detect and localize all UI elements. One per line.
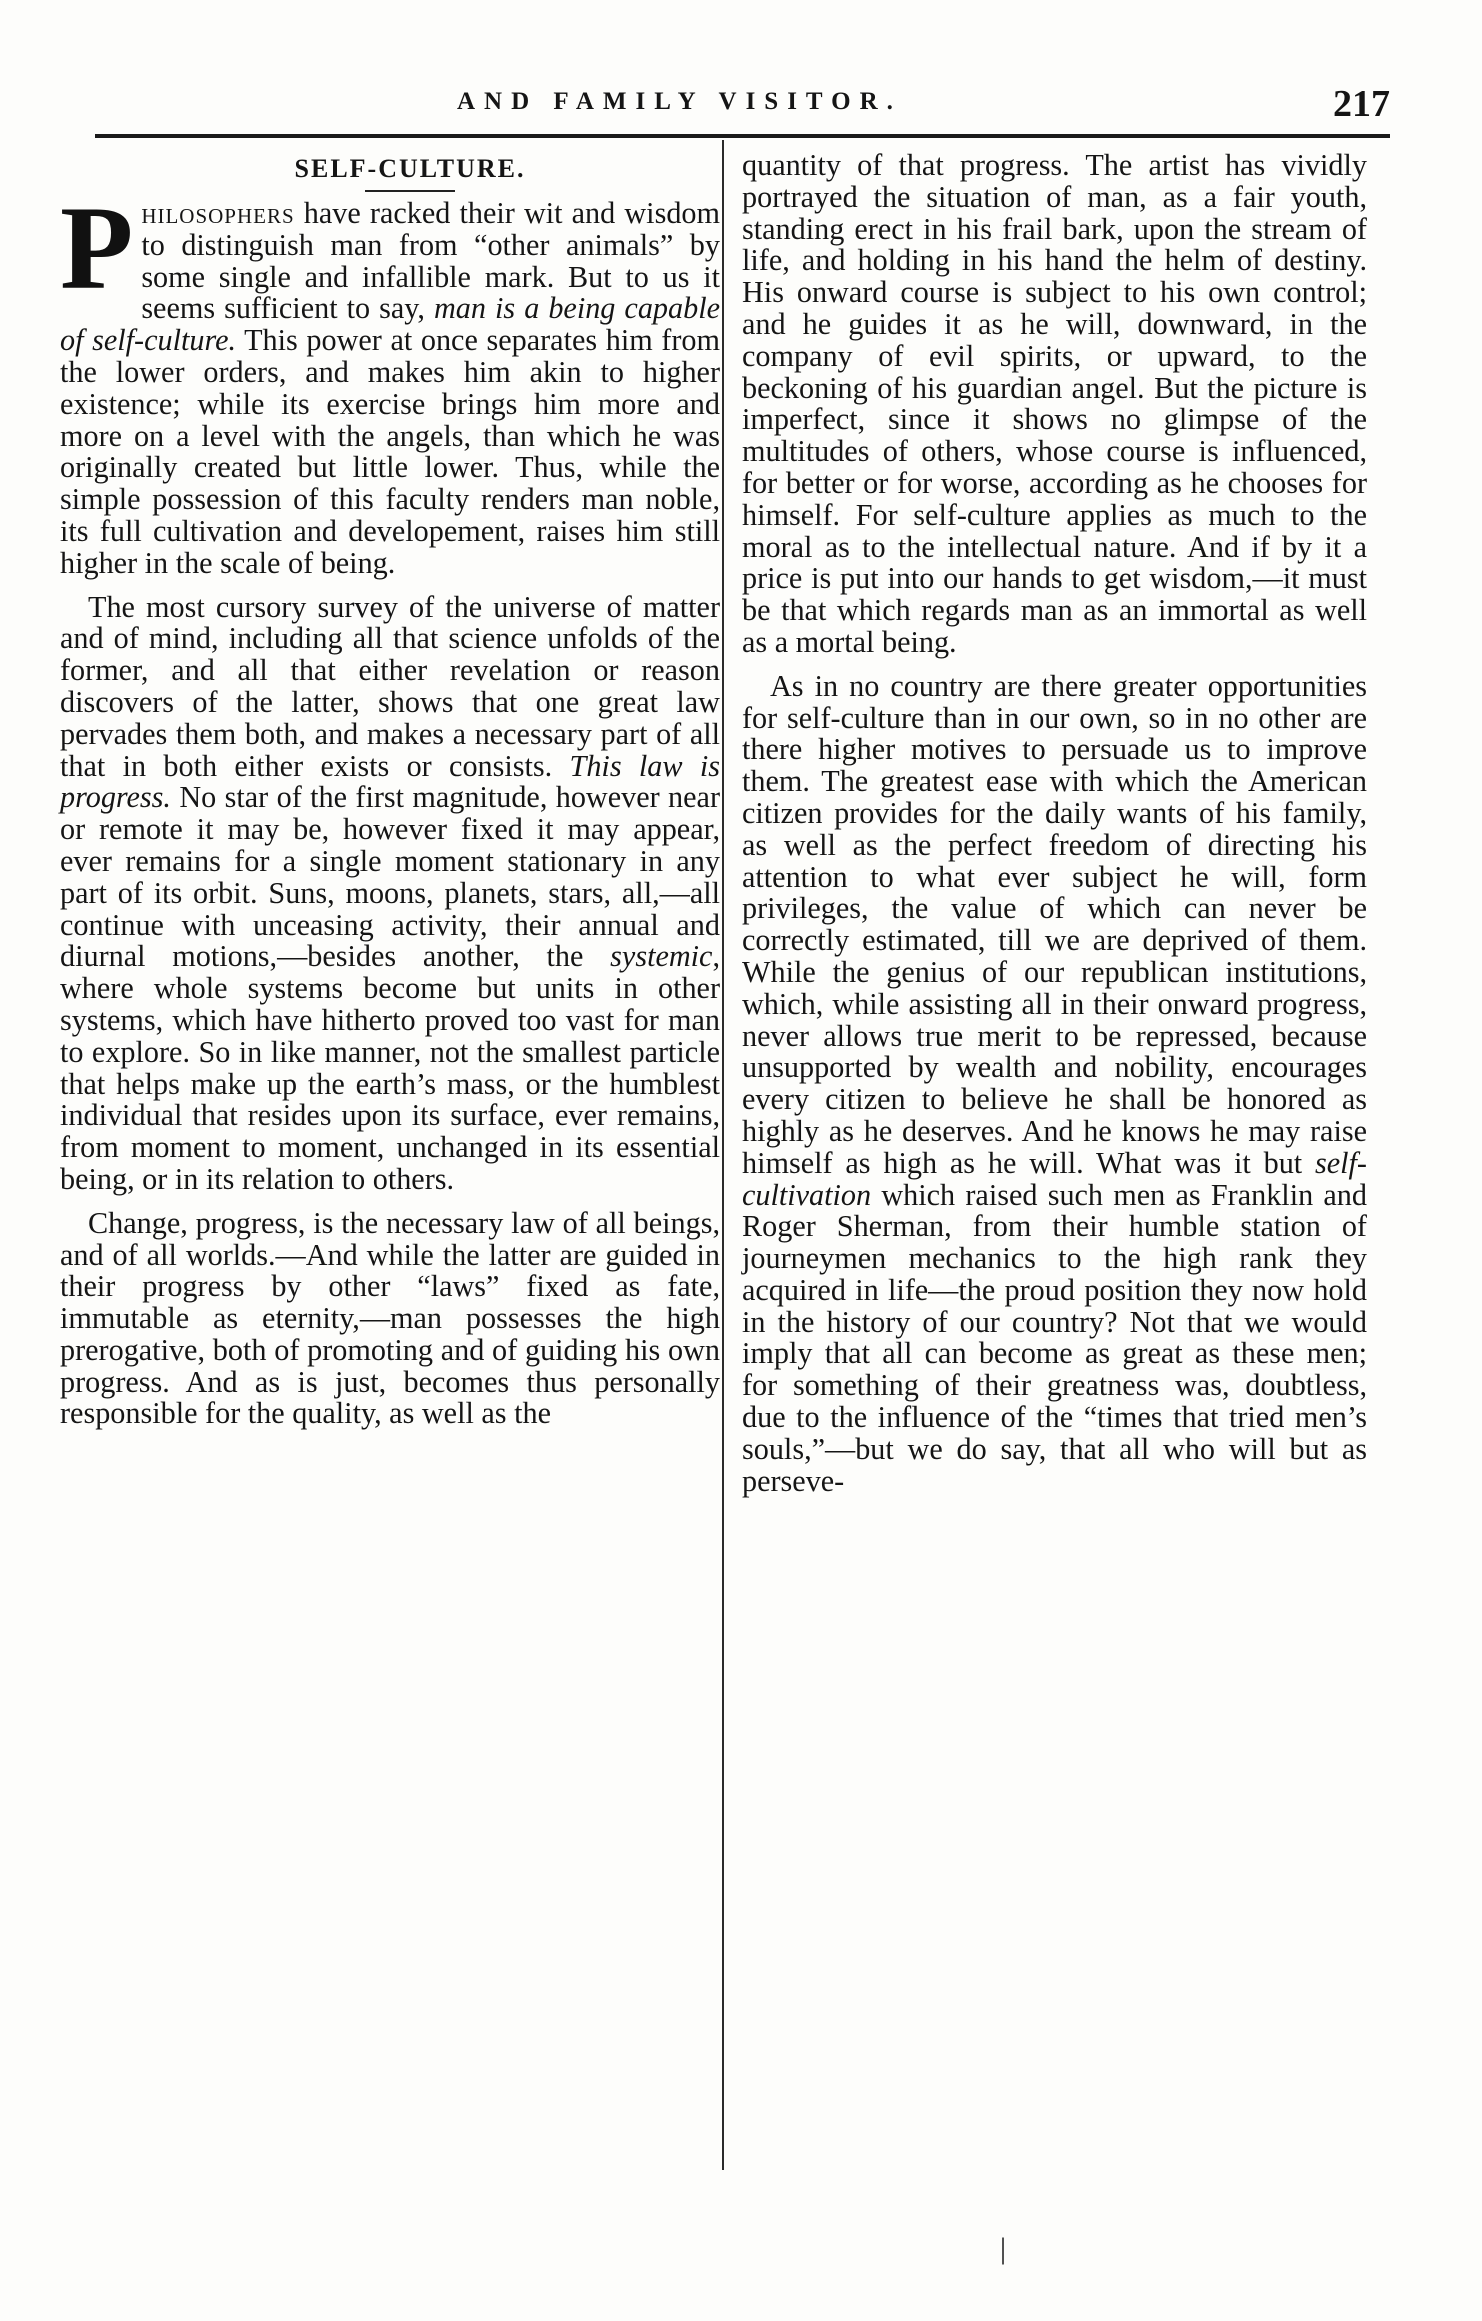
paragraph-2-text-b: No star of the first magnitude, however near or remote it may be, however fixed it may appear, ever remains for a single moment stationary in any part of its orbit. Suns, moons, planets, stars, all,—all continue with unceasing activity, their annual and diurnal motions,—besides another, the [60,780,720,974]
paragraph-2-text-a: The most cursory survey of the universe of matter and of mind, including all that science unfolds of the former, and all that either revelation or reason discovers of the latter, shows that one great law pervades them both, and makes a necessary part of all that in both either exists or consists. [60,589,720,783]
paragraph-4 [742,668,1367,1498]
page-number: 217 [1333,83,1390,125]
paragraph-4-text-b: which raised such men as Franklin and Roger Sherman, from their humble station of journeymen mechanics to the high rank they acquired in life—the proud position they now hold in the history of our country? Not that we would imply that all can become as great as these men; for something of their greatness was, doubtless, due to the influence of the “times that tried men’s souls,”—but we do say, that all who will but as perseve- [742,1177,1367,1498]
paragraph-2-emphasis-2: systemic [610,939,713,974]
opening-word: hilosophers [141,196,295,230]
running-title: AND FAMILY VISITOR. [457,88,902,115]
paragraph-4-text-a: As in no country are there greater opportunities for self-culture than in our own, so in no other are there higher motives to persuade us to improve them. The greatest ease with which the American citizen provides for the daily wants of his family, as well as the perfect freedom of directing his attention to what ever subject he will, form privileges, the value of which can never be correctly estimated, till we are deprived of them. While the genius of our republican institutions, which, while assisting all in their onward progress, never allows true merit to be repressed, because unsupported by wealth and nobility, encourages every citizen to believe he shall be honored as highly as he deserves. And he knows he may raise himself as high as he will. What was it but [742,668,1367,1180]
footer-mark: | [1000,2232,1007,2265]
running-head [95,82,1390,130]
right-column [742,150,1367,1509]
drop-cap: P [60,181,134,314]
paragraph-3: Change, progress, is the necessary law of all beings, and of all worlds.—And while the latter are guided in their progress by other “laws” fixed as fate, immutable as eternity,—man possesses the high prerogative, both of promoting and of guiding his own progress. And as is just, becomes thus personally responsible for the quality, as well as the [60,1205,720,1431]
paragraph-2-text-c: , where whole systems become but units in other systems, which have hitherto proved too vast for man to explore. So in like manner, not the smallest particle that helps make up the earth’s mass, or the humblest individual that resides upon its surface, ever remains, from moment to moment, unchanged in its essential being, or in its relation to others. [60,939,720,1196]
header-rule [95,134,1390,138]
paragraph-1-emphasis: man is a being capable of self-culture. [60,291,720,358]
paragraph-1-text-a: have racked their wit and wisdom to distinguish man from “other animals” by some single and infallible mark. But to us it seems sufficient to say, [141,196,720,326]
paragraph-2-emphasis: This law is progress. [60,748,720,815]
paragraph-2 [60,589,720,1196]
paragraph-1-text-b: This power at once separates him from the lower orders, and makes him akin to higher existence; while its exercise brings him more and more on a level with the angels, than which he was originally created but little lower. Thus, while the simple possession of this faculty renders man noble, its full cultivation and developement, raises him still higher in the scale of being. [60,323,720,580]
left-column [60,150,720,1442]
column-divider [722,140,724,2170]
paragraph-3-continued: quantity of that progress. The artist has vividly portrayed the situation of man, as a fair youth, standing erect in his frail bark, upon the stream of life, and holding in his hand the helm of destiny. His onward course is subject to his own control; and he guides it as he will, downward, in the company of evil spirits, or upward, to the beckoning of his guardian angel. But the picture is imperfect, since it shows no glimpse of the multitudes of others, whose course is influenced, for better or for worse, according as he chooses for himself. For self-culture applies as much to the moral as to the intellectual nature. And if by it a price is put into our hands to get wisdom,—it must be that which regards man as an immortal as well as a mortal being. [742,148,1367,659]
article-title: SELF-CULTURE. [294,154,526,183]
paragraph-4-emphasis: self-cultivation [742,1145,1367,1212]
paragraph-1 [60,181,720,580]
title-rule [365,190,455,192]
